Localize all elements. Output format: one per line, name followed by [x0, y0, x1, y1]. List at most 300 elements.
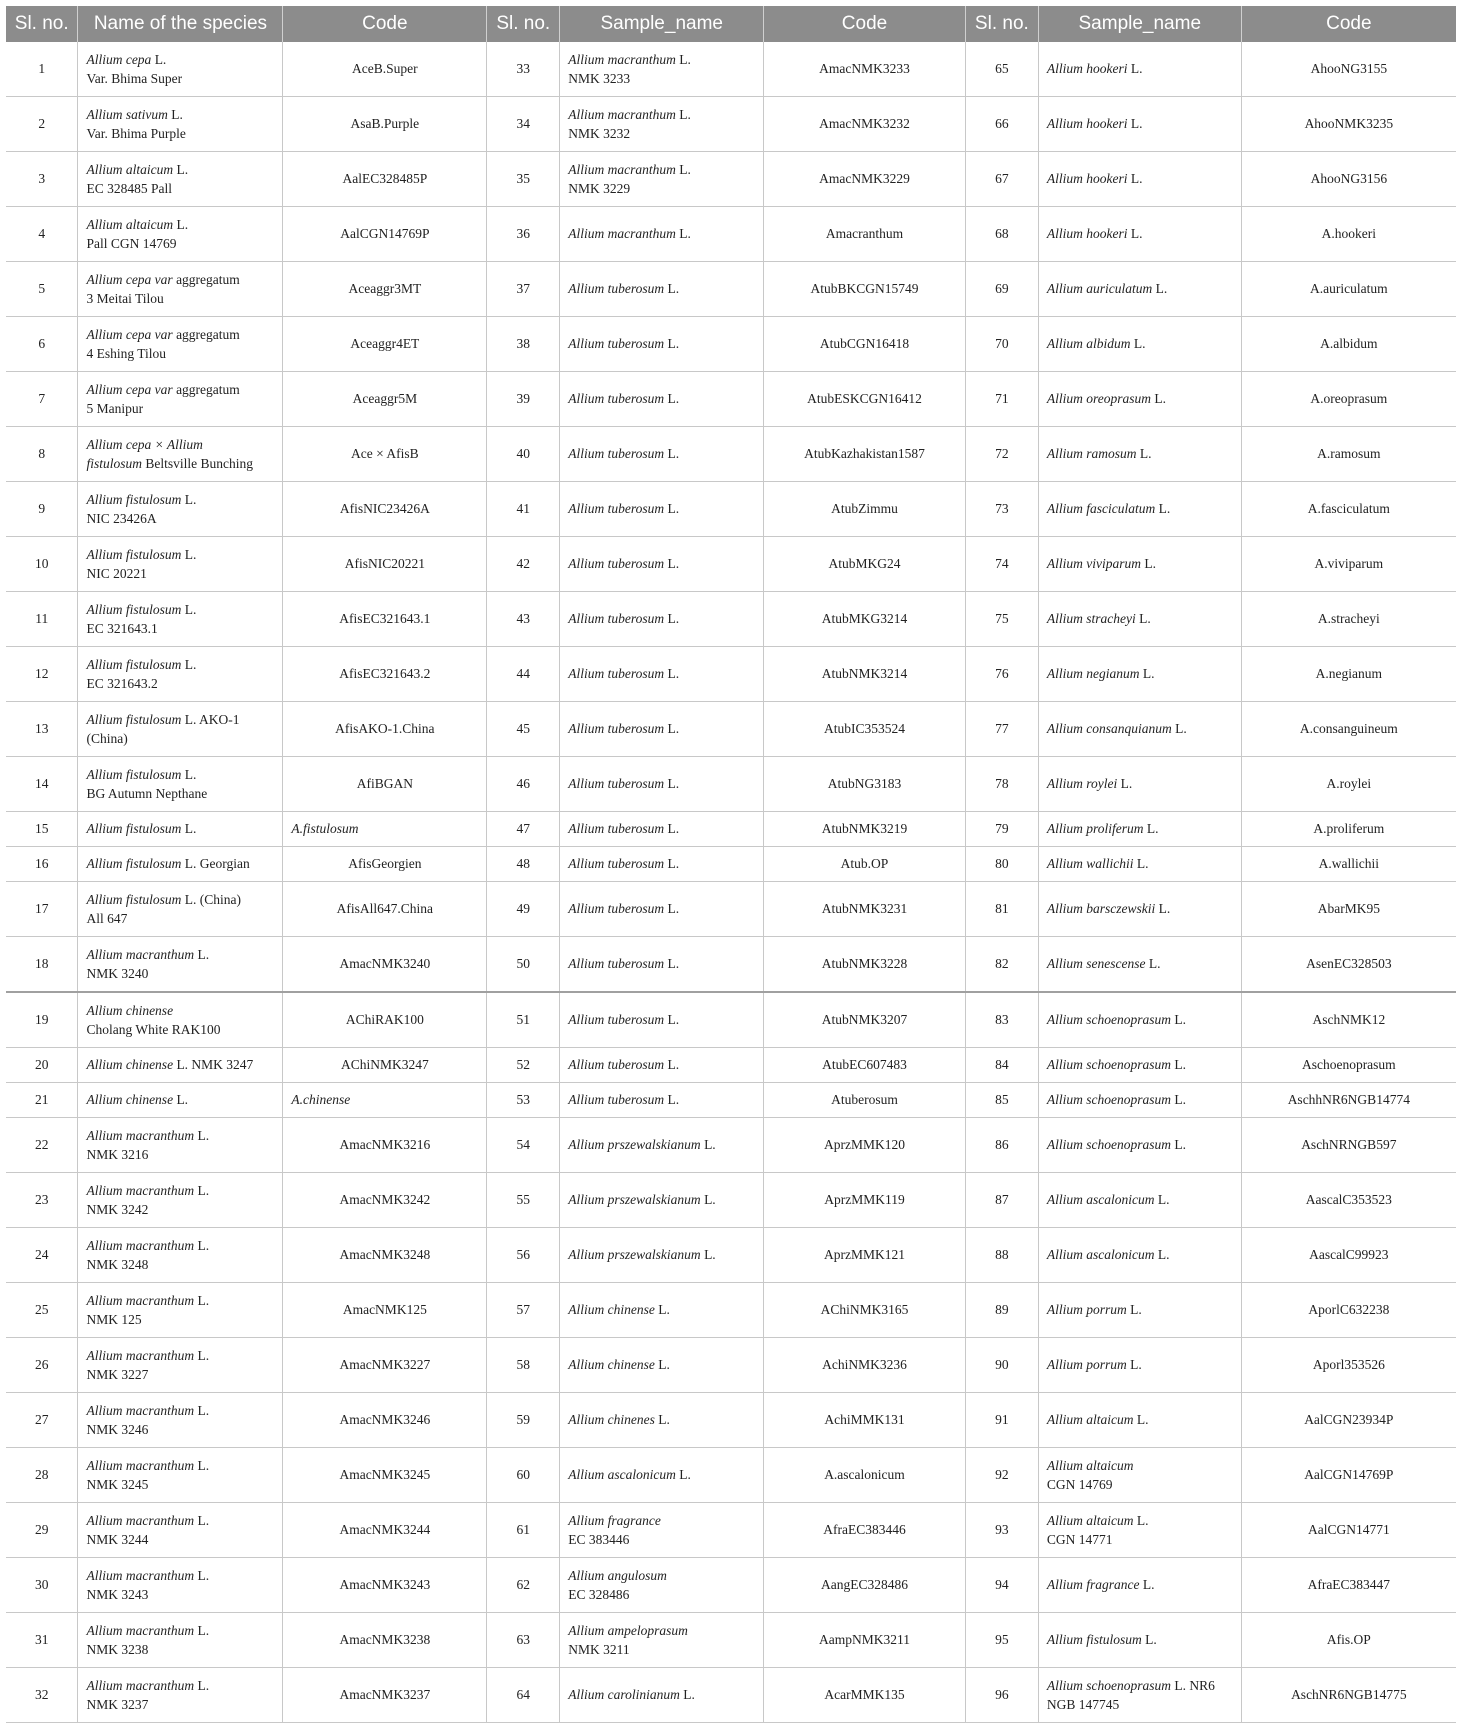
code-cell: AhooNMK3235: [1241, 97, 1456, 152]
species-table: [6, 6, 1456, 1723]
species-italic: Allium tuberosum: [568, 721, 665, 737]
species-italic: Allium tuberosum: [568, 281, 665, 297]
table-row: [6, 42, 1456, 97]
table-row: [6, 992, 1456, 1048]
accession-text: NMK 3245: [86, 1477, 149, 1492]
accession-text: 5 Manipur: [86, 401, 144, 416]
name-suffix: L.: [1152, 281, 1168, 297]
header-sl-no-2: Sl. no.: [487, 6, 560, 42]
name-line-1: [86, 50, 274, 70]
sample-name-cell: [1038, 1228, 1241, 1283]
name-line-1: [1047, 1055, 1233, 1075]
name-line-1: [1047, 1676, 1233, 1696]
name-line-2: [86, 1475, 274, 1495]
header-sample-name-2: Sample_name: [1038, 6, 1241, 42]
sl-no-cell: 2: [6, 97, 78, 152]
code-cell: AfisAKO-1.China: [283, 702, 487, 757]
species-name-cell: [78, 482, 283, 537]
sl-no-cell: 67: [965, 152, 1038, 207]
sample-name-cell: [560, 1503, 764, 1558]
sl-no-cell: 90: [965, 1338, 1038, 1393]
sl-no-cell: 59: [487, 1393, 560, 1448]
name-suffix: L.: [700, 1192, 716, 1208]
sl-no-cell: 25: [6, 1283, 78, 1338]
sl-no-cell: 66: [965, 97, 1038, 152]
code-cell: A.fistulosum: [283, 812, 487, 847]
header-code-2: Code: [764, 6, 966, 42]
name-line-1: [86, 1346, 274, 1366]
name-line-1: [1047, 1300, 1233, 1320]
name-suffix: L.: [181, 821, 197, 837]
sl-no-cell: 87: [965, 1173, 1038, 1228]
species-name-cell: [78, 317, 283, 372]
name-line-2: [86, 1255, 274, 1275]
name-line-1: [86, 1291, 274, 1311]
species-italic: Allium tuberosum: [568, 446, 665, 462]
name-line-1: [1047, 774, 1233, 794]
name-suffix: L.: [181, 656, 197, 672]
name-suffix: L.: [194, 1567, 210, 1583]
sample-name-cell: [1038, 992, 1241, 1048]
species-italic: Allium albidum: [1046, 336, 1131, 352]
name-suffix: L.: [1127, 116, 1143, 132]
sl-no-cell: 29: [6, 1503, 78, 1558]
species-italic: Allium cepa var: [86, 271, 173, 287]
name-line-1: [1047, 224, 1233, 244]
species-italic: Allium tuberosum: [568, 956, 665, 972]
name-line-2: [86, 1310, 274, 1330]
name-suffix: L.: [194, 1347, 210, 1363]
code-cell: Aceaggr4ET: [283, 317, 487, 372]
name-line-1: [1047, 854, 1233, 874]
species-italic: Allium tuberosum: [568, 1057, 665, 1073]
code-cell: AtubNMK3231: [764, 882, 966, 937]
sl-no-cell: 94: [965, 1558, 1038, 1613]
table-row: [6, 482, 1456, 537]
code-cell: A.consanguineum: [1241, 702, 1456, 757]
name-line-2: [86, 179, 274, 199]
sample-name-cell: [560, 152, 764, 207]
species-name-cell: [78, 757, 283, 812]
name-suffix: L. NR6: [1171, 1677, 1215, 1693]
accession-text: NMK 3216: [86, 1147, 149, 1162]
species-italic: Allium macranthum: [86, 1677, 195, 1693]
name-line-2: [86, 124, 274, 144]
sl-no-cell: 69: [965, 262, 1038, 317]
name-suffix: L.: [151, 51, 167, 67]
name-line-1: [568, 1410, 755, 1430]
code-cell: A.fasciculatum: [1241, 482, 1456, 537]
name-suffix: L.: [194, 1622, 210, 1638]
species-italic: Allium ampeloprasum: [568, 1622, 688, 1638]
sl-no-cell: 65: [965, 42, 1038, 97]
species-italic: Allium oreoprasum: [1046, 391, 1151, 407]
sample-name-cell: [1038, 702, 1241, 757]
sl-no-cell: 15: [6, 812, 78, 847]
name-suffix: L.: [173, 161, 189, 177]
code-cell: AbarMK95: [1241, 882, 1456, 937]
name-line-1: [568, 1621, 755, 1641]
name-suffix: L.: [664, 281, 680, 297]
sl-no-cell: 30: [6, 1558, 78, 1613]
species-name-cell: [78, 992, 283, 1048]
sl-no-cell: 6: [6, 317, 78, 372]
code-cell: Aschoenoprasum: [1241, 1048, 1456, 1083]
code-cell: Aporl353526: [1241, 1338, 1456, 1393]
name-suffix: L.: [664, 1092, 680, 1108]
name-line-1: [1047, 1410, 1233, 1430]
name-line-1: [568, 1566, 755, 1586]
accession-text: (China): [86, 731, 128, 746]
sample-name-cell: [560, 1668, 764, 1723]
species-name-cell: [78, 97, 283, 152]
species-italic: Allium hookeri: [1046, 171, 1128, 187]
name-line-1: [568, 224, 755, 244]
species-italic: Allium fragrance: [568, 1512, 661, 1528]
name-suffix: L.: [1139, 1577, 1155, 1593]
name-suffix: L.: [167, 106, 183, 122]
code-cell: Aceaggr3MT: [283, 262, 487, 317]
accession-text: NMK 3211: [568, 1642, 630, 1657]
species-italic: Allium proliferum: [1046, 821, 1144, 837]
code-cell: AmacNMK3243: [283, 1558, 487, 1613]
code-cell: AangEC328486: [764, 1558, 966, 1613]
species-italic: Allium ascalonicum: [568, 1467, 676, 1483]
sample-name-cell: [560, 1118, 764, 1173]
name-line-2: [86, 289, 274, 309]
name-suffix: L.: [675, 226, 691, 242]
table-row: [6, 372, 1456, 427]
name-suffix: L. (China): [181, 891, 241, 907]
name-suffix: L.: [654, 1412, 670, 1428]
name-line-2: [86, 1200, 274, 1220]
name-line-1: [1047, 1010, 1233, 1030]
code-cell: AmacNMK3245: [283, 1448, 487, 1503]
accession-text: BG Autumn Nepthane: [86, 786, 208, 801]
code-cell: AtubMKG24: [764, 537, 966, 592]
name-line-1: [1047, 114, 1233, 134]
sample-name-cell: [560, 847, 764, 882]
sample-name-cell: [560, 427, 764, 482]
name-line-1: [86, 1566, 274, 1586]
code-cell: AfisAll647.China: [283, 882, 487, 937]
name-line-1: [568, 1465, 755, 1485]
name-suffix: L. Georgian: [181, 856, 250, 872]
sample-name-cell: [560, 1558, 764, 1613]
name-suffix: L.: [1154, 1247, 1170, 1263]
table-row: [6, 262, 1456, 317]
sample-name-cell: [560, 1173, 764, 1228]
sl-no-cell: 5: [6, 262, 78, 317]
accession-text: 3 Meitai Tilou: [86, 291, 164, 306]
code-cell: AtubCGN16418: [764, 317, 966, 372]
sample-name-cell: [1038, 207, 1241, 262]
code-cell: Atuberosum: [764, 1083, 966, 1118]
species-italic: Allium fistulosum: [86, 491, 182, 507]
sl-no-cell: 60: [487, 1448, 560, 1503]
species-name-cell: [78, 1083, 283, 1118]
code-cell: AChiNMK3165: [764, 1283, 966, 1338]
table-row: [6, 427, 1456, 482]
species-italic: Allium cepa var: [86, 381, 173, 397]
sample-name-cell: [1038, 847, 1241, 882]
sample-name-cell: [1038, 1338, 1241, 1393]
name-line-1: [1047, 499, 1233, 519]
name-suffix: L.: [181, 601, 197, 617]
name-line-1: [86, 1001, 274, 1021]
name-suffix: L.: [1127, 171, 1143, 187]
name-line-1: [86, 160, 274, 180]
code-cell: AsaB.Purple: [283, 97, 487, 152]
name-line-1: [86, 854, 274, 874]
name-line-2: [86, 1420, 274, 1440]
sl-no-cell: 20: [6, 1048, 78, 1083]
name-suffix: L.: [664, 556, 680, 572]
name-line-1: [568, 389, 755, 409]
name-line-1: [568, 1010, 755, 1030]
name-line-2: [86, 1145, 274, 1165]
name-line-1: [86, 890, 274, 910]
accession-text: NMK 3243: [86, 1587, 149, 1602]
accession-text: NMK 3229: [568, 181, 631, 196]
name-line-1: [568, 664, 755, 684]
sample-name-cell: [560, 262, 764, 317]
name-line-1: [86, 105, 274, 125]
code-cell: A.wallichii: [1241, 847, 1456, 882]
species-name-cell: [78, 647, 283, 702]
name-line-1: [568, 1355, 755, 1375]
sl-no-cell: 13: [6, 702, 78, 757]
sl-no-cell: 82: [965, 937, 1038, 993]
species-name-cell: [78, 537, 283, 592]
header-code-3: Code: [1241, 6, 1456, 42]
sample-name-cell: [1038, 537, 1241, 592]
name-line-1: [86, 1456, 274, 1476]
species-name-cell: [78, 152, 283, 207]
species-name-cell: [78, 1558, 283, 1613]
name-line-1: [1047, 1456, 1233, 1476]
code-cell: AalCGN23934P: [1241, 1393, 1456, 1448]
sl-no-cell: 93: [965, 1503, 1038, 1558]
sl-no-cell: 70: [965, 317, 1038, 372]
sl-no-cell: 80: [965, 847, 1038, 882]
species-italic: Allium chinense: [568, 1302, 655, 1318]
species-italic: Allium carolinianum: [568, 1687, 680, 1703]
name-suffix: L.: [1117, 776, 1133, 792]
name-suffix: L.: [664, 501, 680, 517]
sl-no-cell: 44: [487, 647, 560, 702]
name-line-2: [86, 909, 274, 929]
code-cell: AtubESKCGN16412: [764, 372, 966, 427]
code-cell: AmacNMK3248: [283, 1228, 487, 1283]
name-line-1: [86, 1126, 274, 1146]
species-italic: Allium altaicum: [1046, 1512, 1134, 1528]
table-row: [6, 1283, 1456, 1338]
species-name-cell: [78, 372, 283, 427]
sl-no-cell: 40: [487, 427, 560, 482]
name-line-1: [86, 545, 274, 565]
species-name-cell: [78, 702, 283, 757]
sl-no-cell: 64: [487, 1668, 560, 1723]
table-row: [6, 1613, 1456, 1668]
name-line-2: [86, 729, 274, 749]
code-cell: AchiMMK131: [764, 1393, 966, 1448]
table-row: [6, 882, 1456, 937]
species-italic: Allium altaicum: [86, 216, 174, 232]
name-line-1: [1047, 1245, 1233, 1265]
sl-no-cell: 19: [6, 992, 78, 1048]
name-suffix: L. NMK 3247: [173, 1057, 254, 1073]
name-line-1: [86, 655, 274, 675]
species-italic: Allium chinense: [568, 1357, 655, 1373]
name-line-2: [86, 509, 274, 529]
name-suffix: L.: [173, 216, 189, 232]
sample-name-cell: [1038, 1048, 1241, 1083]
code-cell: AhooNG3155: [1241, 42, 1456, 97]
species-italic: Allium macranthum: [86, 1512, 195, 1528]
sample-name-cell: [1038, 937, 1241, 993]
species-italic: Allium fistulosum: [1046, 1632, 1142, 1648]
sl-no-cell: 92: [965, 1448, 1038, 1503]
name-line-1: [568, 954, 755, 974]
species-italic: Allium macranthum: [568, 161, 676, 177]
name-line-1: [86, 710, 274, 730]
species-name-cell: [78, 1503, 283, 1558]
species-italic: Allium altaicum: [86, 161, 174, 177]
code-cell: AporlC632238: [1241, 1283, 1456, 1338]
species-italic: Allium macranthum: [86, 1347, 195, 1363]
sl-no-cell: 31: [6, 1613, 78, 1668]
species-italic: Allium macranthum: [86, 1567, 195, 1583]
code-cell: AmacNMK3237: [283, 1668, 487, 1723]
header-species-name: Name of the species: [78, 6, 283, 42]
species-name-cell: [78, 812, 283, 847]
species-italic-line-2: fistulosum: [86, 456, 142, 471]
name-line-1: [568, 609, 755, 629]
name-line-1: [1047, 899, 1233, 919]
name-suffix: L.: [664, 821, 680, 837]
name-line-2: [568, 69, 755, 89]
species-italic: Allium cepa: [86, 51, 152, 67]
code-cell: AtubNMK3214: [764, 647, 966, 702]
sample-name-cell: [1038, 1118, 1241, 1173]
species-italic: Allium fragrance: [1046, 1577, 1140, 1593]
name-suffix: aggregatum: [172, 381, 240, 397]
sample-name-cell: [560, 992, 764, 1048]
code-cell: A.albidum: [1241, 317, 1456, 372]
species-italic: Allium auriculatum: [1046, 281, 1153, 297]
table-row: [6, 1228, 1456, 1283]
species-italic: Allium hookeri: [1046, 61, 1128, 77]
accession-text: NMK 3240: [86, 966, 149, 981]
accession-text: NIC 20221: [86, 566, 147, 581]
code-cell: AfisEC321643.2: [283, 647, 487, 702]
species-italic: Allium chinense: [86, 1002, 174, 1018]
accession-text: CGN 14769: [1046, 1477, 1113, 1492]
sl-no-cell: 38: [487, 317, 560, 372]
name-suffix: L. AKO-1: [181, 711, 240, 727]
sl-no-cell: 96: [965, 1668, 1038, 1723]
sl-no-cell: 55: [487, 1173, 560, 1228]
sl-no-cell: 78: [965, 757, 1038, 812]
sl-no-cell: 1: [6, 42, 78, 97]
species-name-cell: [78, 1393, 283, 1448]
code-cell: AmacNMK3229: [764, 152, 966, 207]
name-suffix: L.: [1171, 1137, 1186, 1153]
name-line-1: [568, 774, 755, 794]
header-row: [6, 6, 1456, 42]
name-line-1: [1047, 554, 1233, 574]
accession-text: NMK 3246: [86, 1422, 149, 1437]
name-suffix: L.: [1127, 61, 1143, 77]
sl-no-cell: 89: [965, 1283, 1038, 1338]
accession-text: NMK 3237: [86, 1697, 149, 1712]
code-cell: AschNR6NGB14775: [1241, 1668, 1456, 1723]
sl-no-cell: 58: [487, 1338, 560, 1393]
species-italic: Allium fistulosum: [86, 856, 182, 872]
accession-text: EC 328485 Pall: [86, 181, 172, 196]
accession-text: EC 328486: [568, 1587, 630, 1602]
species-italic: Allium macranthum: [568, 51, 676, 67]
accession-text: Var. Bhima Super: [86, 71, 183, 86]
table-row: [6, 592, 1456, 647]
name-suffix: L.: [194, 1512, 210, 1528]
accession-text: EC 383446: [568, 1532, 630, 1547]
name-line-2: [568, 124, 755, 144]
species-italic: Allium altaicum: [1046, 1457, 1134, 1473]
code-cell: A.ramosum: [1241, 427, 1456, 482]
sl-no-cell: 26: [6, 1338, 78, 1393]
name-line-2: [568, 1585, 755, 1605]
name-suffix: L.: [1141, 556, 1156, 572]
sample-name-cell: [1038, 1393, 1241, 1448]
code-cell: A.roylei: [1241, 757, 1456, 812]
accession-text: NMK 3227: [86, 1367, 149, 1382]
name-line-1: [86, 270, 274, 290]
name-suffix: L.: [194, 1677, 210, 1693]
species-italic: Allium tuberosum: [568, 901, 665, 917]
sl-no-cell: 8: [6, 427, 78, 482]
name-line-1: [86, 1090, 274, 1110]
name-suffix: L.: [1130, 336, 1146, 352]
sample-name-cell: [1038, 372, 1241, 427]
sl-no-cell: 49: [487, 882, 560, 937]
code-cell: AalCGN14769P: [1241, 1448, 1456, 1503]
code-cell: AmacNMK3227: [283, 1338, 487, 1393]
name-suffix: L.: [1133, 856, 1149, 872]
species-italic: Allium tuberosum: [568, 666, 665, 682]
accession-text: NMK 125: [86, 1312, 142, 1327]
code-cell: AtubEC607483: [764, 1048, 966, 1083]
name-suffix: L.: [664, 1057, 680, 1073]
sample-name-cell: [560, 317, 764, 372]
sl-no-cell: 81: [965, 882, 1038, 937]
name-line-1: [568, 1055, 755, 1075]
sl-no-cell: 46: [487, 757, 560, 812]
sl-no-cell: 52: [487, 1048, 560, 1083]
sl-no-cell: 68: [965, 207, 1038, 262]
name-line-2: [86, 1695, 274, 1715]
name-line-1: [568, 1135, 755, 1155]
species-name-cell: [78, 1448, 283, 1503]
accession-text: NMK 3232: [568, 126, 631, 141]
name-line-1: [86, 1511, 274, 1531]
name-line-1: [568, 105, 755, 125]
name-suffix: L.: [664, 776, 680, 792]
name-suffix: L.: [1141, 1632, 1157, 1648]
code-cell: AfisGeorgien: [283, 847, 487, 882]
sl-no-cell: 50: [487, 937, 560, 993]
